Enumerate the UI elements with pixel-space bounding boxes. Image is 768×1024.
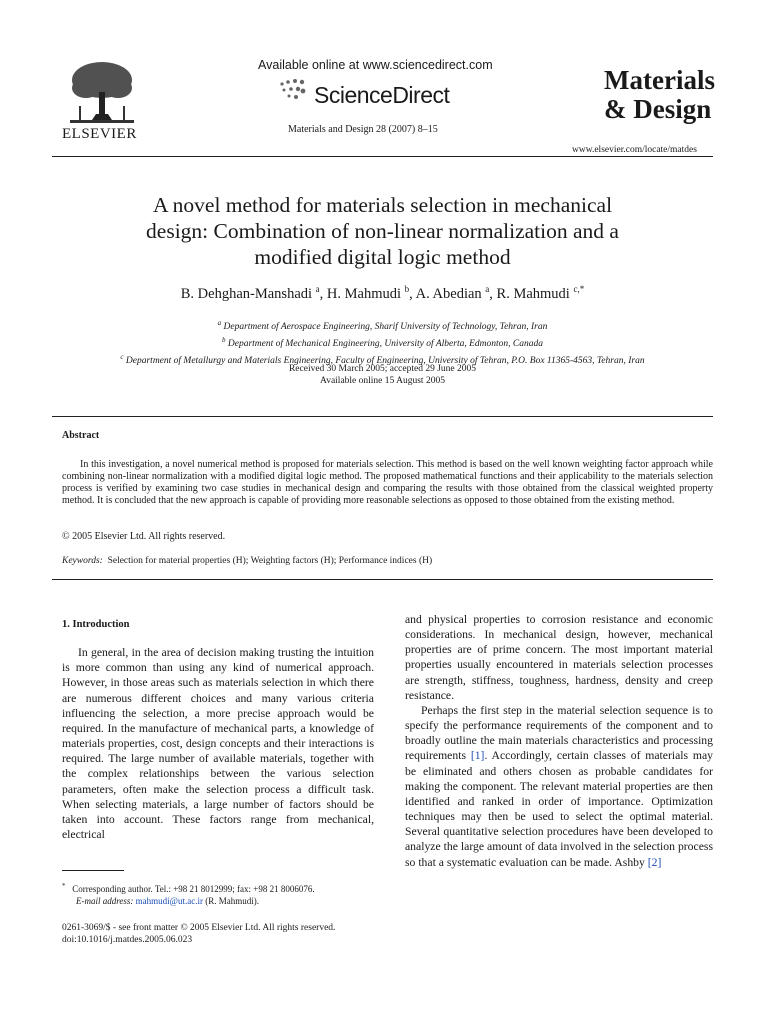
author-affil-mark[interactable]: c,*: [573, 284, 585, 294]
front-matter: [62, 922, 335, 947]
abstract-body: [62, 459, 713, 507]
title-line: modified digital logic method: [254, 245, 511, 269]
author-affil-mark: a: [315, 284, 320, 294]
abstract-copyright: © 2005 Elsevier Ltd. All rights reserved.: [62, 531, 226, 542]
journal-title: [604, 66, 715, 124]
issn-line: 0261-3069/$ - see front matter © 2005 Elsevier Ltd. All rights reserved.: [62, 923, 336, 933]
author-list: B. Dehghan-Manshadi $^a$, H. Mahmudi $^b$, A. Abedian $^a$, R. Mahmudi $^{c,*}$: [180, 284, 585, 302]
footnote-email: E-mail address: mahmudi@ut.ac.ir (R. Mahmudi).: [76, 896, 259, 907]
article-title: [52, 192, 713, 270]
left-column: [62, 617, 374, 842]
article-dates: [52, 364, 713, 387]
paragraph: Perhaps the first step in the material selection sequence is to specify the performance requirements of the component and to broadly outline the main materials characteristics and processing requirements [1]. Accordingly, certain classes of materials may be eliminated and others chosen as probable candidates for making the component. The relevant material properties are then identified and ranked in order of importance. Optimization techniques may then be used to select the optimal material. Several quantitative selection procedures have been developed to analyze the large amount of data involved in the selection process so that a systematic evaluation can be made. Ashby [2]: [405, 703, 713, 869]
footnote-corresponding: * Corresponding author. Tel.: +98 21 8012999; fax: +98 21 8006076.: [62, 882, 315, 894]
keywords-list: Selection for material properties (H); Weighting factors (H); Performance indices (H): [107, 556, 433, 566]
author-name: R. Mahmudi: [496, 285, 570, 302]
citation-link[interactable]: [2]: [647, 855, 662, 869]
sciencedirect-wordmark: ScienceDirect: [314, 82, 450, 108]
header-rule: [52, 156, 713, 157]
abstract-text: In this investigation, a novel numerical method is proposed for materials selection. This method is based on the well known weighting factor approach while combining non-linear normalization with a modified digital logic method. The proposed mathematical functions and their applicability to the materials selection process is verified by examining two case studies in mechanical design and comparing the results with those obtained from the classical weighted property method. It is concluded that the new approach is capable of providing more reasonable selections as opposed to those obtained from the existing method.: [62, 459, 713, 506]
journal-title-line2: & Design: [604, 94, 712, 124]
paragraph: and physical properties to corrosion resistance and economic considerations. In mechanical design, however, mechanical properties are of prime concern. The most important material properties usually encountered in materials selection processes are strength, stiffness, toughness, hardness, density and creep resistance.: [405, 613, 713, 702]
journal-title-line1: Materials: [604, 65, 715, 95]
affiliation: $^b$ Department of Mechanical Engineering, University of Alberta, Edmonton, Canada: [222, 335, 543, 349]
affiliation: $^c$ Department of Metallurgy and Materials Engineering, Faculty of Engineering, University of Tehran, P.O. Box 11365-4563, Tehran, Iran: [120, 352, 645, 366]
doi-line[interactable]: doi:10.1016/j.matdes.2005.06.023: [62, 935, 193, 946]
citation-link[interactable]: [1]: [470, 749, 485, 763]
abstract-bottom-rule: [52, 579, 713, 580]
author-name: H. Mahmudi: [326, 285, 402, 302]
available-online-text[interactable]: Available online at www.sciencedirect.com: [258, 58, 493, 72]
affiliations: [52, 317, 713, 367]
journal-url[interactable]: www.elsevier.com/locate/matdes: [572, 145, 697, 155]
abstract-heading: Abstract: [62, 430, 100, 441]
title-line: design: Combination of non-linear normalization and a: [146, 219, 619, 243]
section-heading-introduction: 1. Introduction: [62, 619, 130, 630]
footnote: [62, 880, 392, 907]
keywords-label: Keywords:: [62, 556, 103, 566]
publisher-name: ELSEVIER: [62, 126, 137, 142]
available-date: Available online 15 August 2005: [320, 375, 445, 386]
keywords: [62, 556, 432, 566]
email-link[interactable]: mahmudi@ut.ac.ir: [135, 896, 203, 907]
abstract-top-rule: [52, 416, 713, 417]
affiliation: $^a$ Department of Aerospace Engineering, Sharif University of Technology, Tehran, Iran: [217, 319, 548, 333]
sciencedirect-dots-icon: [278, 78, 308, 104]
author-name: B. Dehghan-Manshadi: [180, 285, 313, 302]
footnote-rule: [62, 870, 124, 871]
right-column: [405, 612, 713, 870]
paragraph: In general, in the area of decision making trusting the intuition is more common than using any kind of numerical approach. However, in those areas such as materials selection in which there are numerous different choices and many various criteria influencing the selection, a more precise approach would be required. In the manufacture of mechanical parts, a knowledge of materials properties, cost, design concepts and their interactions is required. The large number of available materials, together with the complex relationships between the various selection parameters, often make the selection process a difficult task. When selecting materials, a large number of factors should be taken into account. These factors range from mechanical, electrical: [62, 646, 374, 842]
title-line: A novel method for materials selection in mechanical: [152, 193, 613, 217]
author-affil-mark: b: [404, 284, 410, 294]
journal-citation: Materials and Design 28 (2007) 8–15: [288, 124, 438, 135]
author-affil-mark: a: [485, 284, 490, 294]
received-date: Received 30 March 2005; accepted 29 June 2005: [288, 364, 477, 374]
author-name: A. Abedian: [415, 285, 482, 302]
